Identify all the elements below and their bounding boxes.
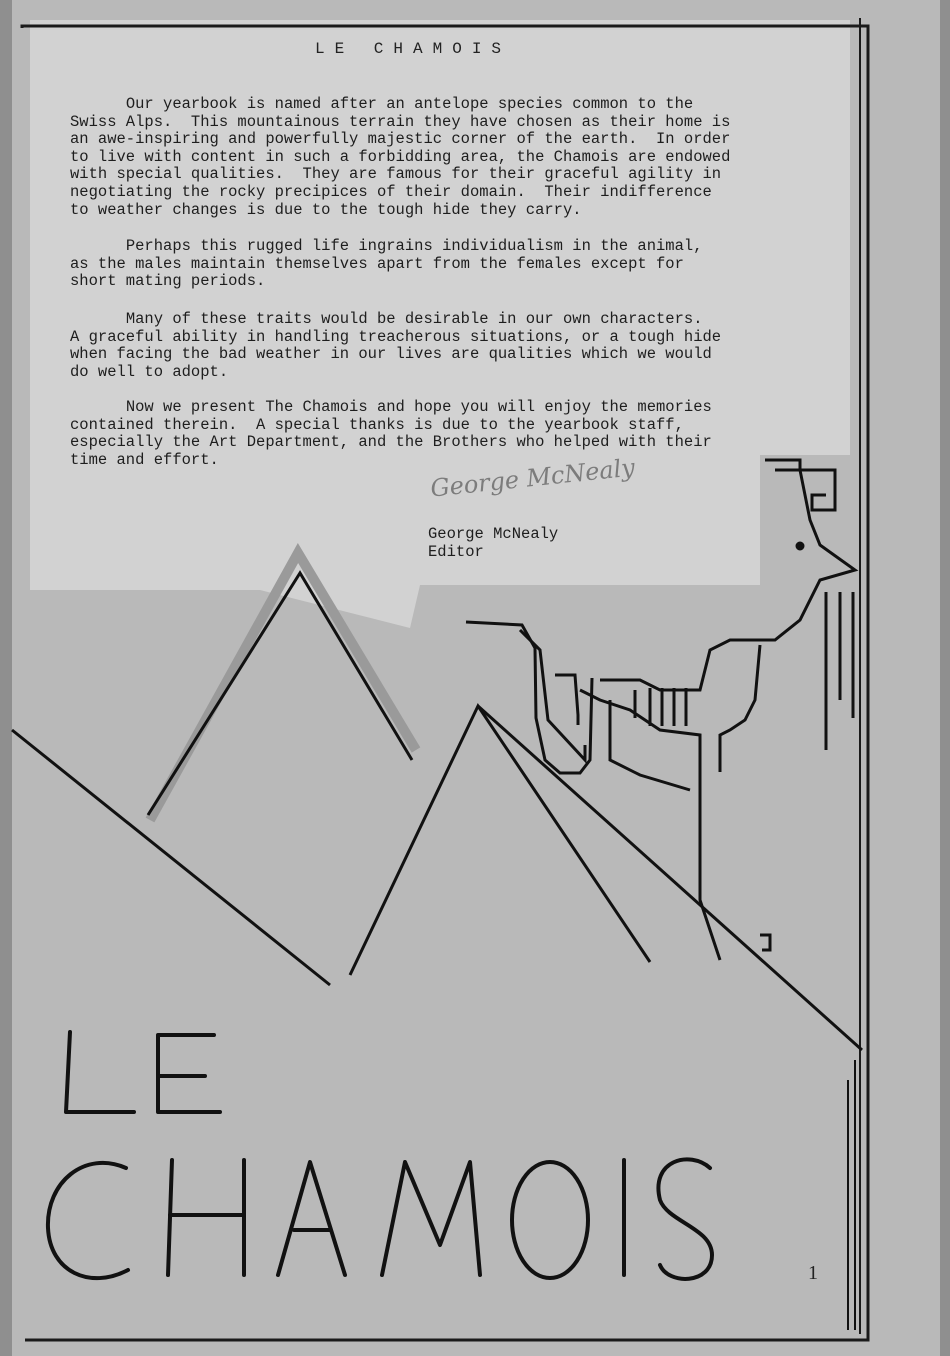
slope-left <box>12 730 330 985</box>
mountain-middle <box>350 706 650 975</box>
paragraph-3: Many of these traits would be desirable in our own characters. A graceful ability in handling treacherous situations, or a tough hide when facing the bad weather in our lives are qualities which we would do well to adopt. <box>70 310 722 381</box>
hash-lines <box>848 1060 855 1330</box>
slope-right <box>478 706 862 1050</box>
handwritten-signature: George McNealy <box>429 453 637 503</box>
paragraph-4: Now we present The Chamois and hope you will enjoy the memories contained therein. A special thanks is due to the yearbook staff, especially the Art Department, and the Brothers who helped with their time and effort. <box>70 398 712 469</box>
paragraph-2: Perhaps this rugged life ingrains individualism in the animal, as the males maintain themselves apart from the females except for short mating periods. <box>70 237 703 291</box>
editor-name: George McNealy <box>428 525 559 543</box>
page-number: 1 <box>808 1262 818 1284</box>
page-title: LE CHAMOIS <box>315 40 512 58</box>
cover-title-letters <box>48 1032 712 1279</box>
paragraph-1: Our yearbook is named after an antelope species common to the Swiss Alps. This mountainous terrain they have chosen as their home is an awe-inspiring and powerfully majestic corner of the earth. In order to live with content in such a forbidding area, the Chamois are endowed with special qualities. They are famous for their graceful agility in negotiating the rocky precipices of their domain. Their indifference to weather changes is due to the tough hide they carry. <box>70 95 731 219</box>
editor-role: Editor <box>428 543 484 561</box>
